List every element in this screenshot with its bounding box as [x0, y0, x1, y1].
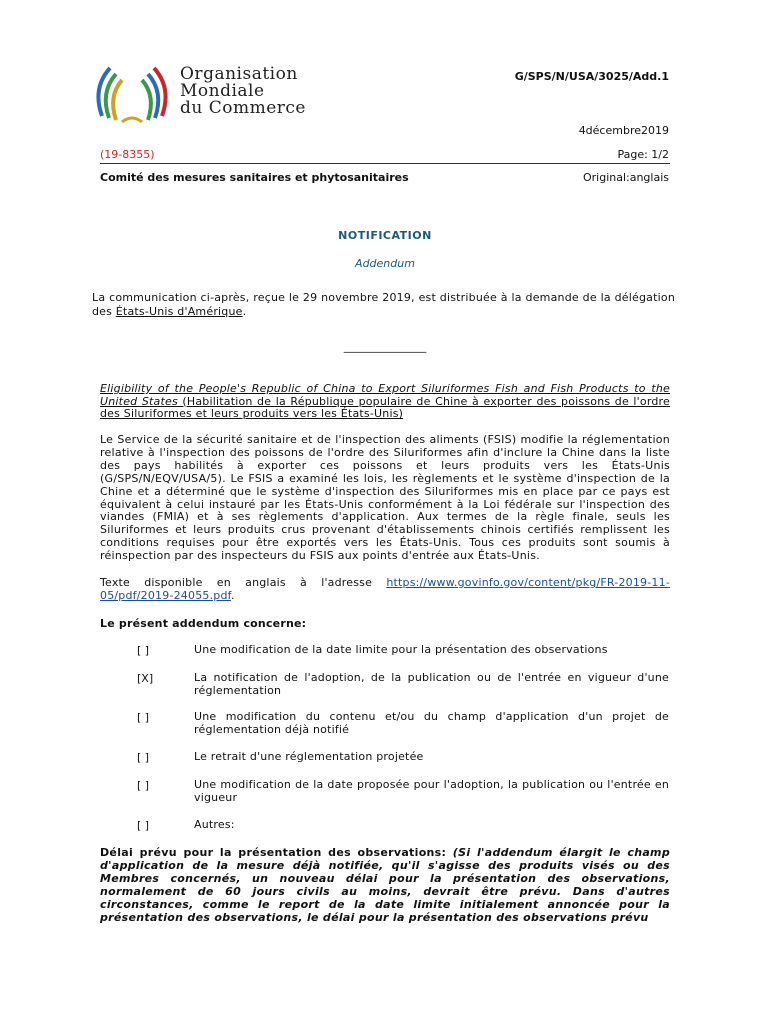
committee-name: Comité des mesures sanitaires et phytosanitaires: [100, 171, 409, 184]
doc-symbol: G/SPS/N/USA/3025/Add.1: [514, 70, 669, 83]
wto-logo-icon: [92, 58, 172, 130]
checkbox-label: Une modification de la date limite pour la présentation des observations: [194, 643, 608, 656]
intro-end: .: [242, 305, 247, 318]
checkbox-mark[interactable]: [ ]: [137, 779, 150, 792]
org-name-line2: Mondiale: [180, 81, 265, 101]
org-name-line1: Organisation: [180, 64, 298, 84]
doc-date: 4décembre2019: [578, 124, 669, 137]
subject-title: [100, 383, 670, 421]
page-number: Page: 1/2: [617, 148, 669, 161]
original-language: Original:anglais: [582, 171, 669, 184]
availability-paragraph: [100, 577, 670, 602]
checkbox-mark[interactable]: [ ]: [137, 644, 150, 657]
checkbox-label: Autres:: [194, 818, 235, 831]
checkbox-mark[interactable]: [X]: [137, 672, 154, 685]
deadline-paragraph: [100, 846, 670, 924]
checkbox-label: Une modification de la date proposée pour l'adoption, la publication ou l'entrée en vigueur: [194, 778, 669, 804]
checkbox-mark[interactable]: [ ]: [137, 819, 150, 832]
checkbox-label: La notification de l'adoption, de la publication ou de l'entrée en vigueur d'une réglementation: [194, 671, 669, 697]
ref-number: (19-8355): [100, 148, 155, 161]
addendum-subheading: Addendum: [355, 257, 415, 270]
org-name-line3: du Commerce: [180, 98, 306, 118]
header-rule: [100, 163, 670, 164]
org-name: [180, 66, 306, 117]
document-link[interactable]: https://www.govinfo.gov/content/pkg/FR-2019-11-05/pdf/2019-24055.pdf: [100, 576, 670, 602]
checkbox-mark[interactable]: [ ]: [137, 711, 150, 724]
wto-logo: [92, 58, 172, 130]
intro-paragraph: [92, 291, 675, 319]
availability-text: Texte disponible en anglais à l'adresse: [100, 576, 387, 589]
checkbox-label: Une modification du contenu et/ou du champ d'application d'un projet de réglementation déjà notifié: [194, 710, 669, 736]
body-paragraph: Le Service de la sécurité sanitaire et de l'inspection des aliments (FSIS) modifie la réglementation relative à l'inspection des poissons de l'ordre des Siluriformes afin d'inclure la Chine dans la liste des pays habilités à exporter ces poissons et leurs produits vers les États-Unis (G/SPS/N/EQV/USA/5). Le FSIS a examiné les lois, les règlements et le système d'inspection de la Chine et a déterminé que le système d'inspection des Siluriformes mis en place par ce pays est équivalent à celui instauré par les États-Unis conformément à la Loi fédérale sur l'inspection des viandes (FMIA) et à ses règlements d'application. Aux termes de la règle finale, seuls les Siluriformes et leurs produits crus provenant d'établissements chinois certifiés remplissent les conditions requises pour être exportés vers les États-Unis. Tous ces produits sont soumis à réinspection par des inspecteurs du FSIS aux points d'entrée aux États-Unis.: [100, 433, 670, 563]
subject-title-fr: (Habilitation de la République populaire de Chine à exporter des poissons de l'ordre des Siluriformes et leurs produits vers les États-Unis): [100, 394, 670, 420]
separator-line: _______________: [343, 340, 427, 353]
deadline-label: Délai prévu pour la présentation des observations:: [100, 846, 453, 859]
subject-title-en: Eligibility of the People's Republic of China to Export Siluriformes Fish and Fish Products to the United States: [100, 382, 670, 408]
checkbox-mark[interactable]: [ ]: [137, 751, 150, 764]
notification-heading: NOTIFICATION: [338, 229, 432, 242]
addendum-concern-heading: Le présent addendum concerne:: [100, 617, 307, 630]
checkbox-label: Le retrait d'une réglementation projetée: [194, 750, 424, 763]
delegation-name: États-Unis d'Amérique: [115, 305, 243, 318]
intro-text: La communication ci-après, reçue le 29 novembre 2019, est distribuée à la demande de la délégation des: [92, 291, 675, 318]
deadline-text: (Si l'addendum élargit le champ d'application de la mesure déjà notifiée, qu'il s'agisse des produits visés ou des Membres concernés, un nouveau délai pour la présentation des observations, normalement de 60 jours civils au moins, devrait être prévu. Dans d'autres circonstances, comme le report de la date limite initialement annoncée pour la présentation des observations, le délai pour la présentation des observations prévu: [100, 846, 670, 924]
availability-end: .: [230, 588, 235, 602]
